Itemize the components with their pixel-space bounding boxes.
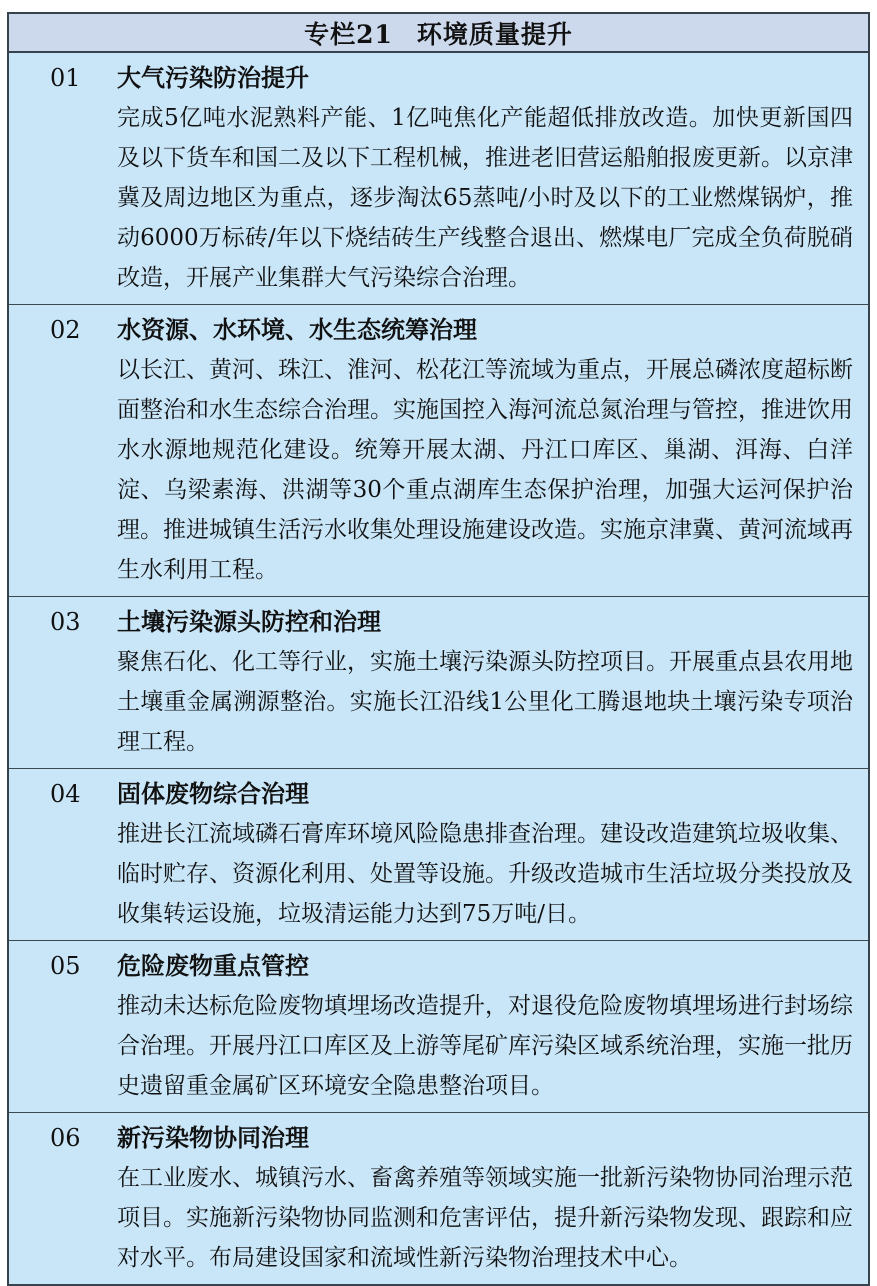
section-number: 01 bbox=[50, 64, 81, 92]
section-body: 以长江、黄河、珠江、淮河、松花江等流域为重点，开展总磷浓度超标断面整治和水生态综合治理。实施国控入海河流总氮治理与管控，推进饮用水水源地规范化建设。统筹开展太湖、丹江口库区、巢湖、洱海、白洋淀、乌梁素海、洪湖等30个重点湖库生态保护治理，加强大运河保护治理。推进城镇生活污水收集处理设施建设改造。实施京津冀、黄河流域再生水利用工程。 bbox=[117, 357, 853, 583]
section-02-water bbox=[9, 305, 868, 597]
section-heading: 水资源、水环境、水生态统筹治理 bbox=[117, 315, 477, 344]
section-number: 02 bbox=[50, 316, 81, 344]
section-heading: 危险废物重点管控 bbox=[117, 951, 309, 980]
panel-title-text: 环境质量提升 bbox=[416, 19, 573, 49]
panel-title bbox=[304, 15, 573, 51]
panel-title-label: 专栏21 bbox=[304, 19, 393, 49]
section-01-air-pollution bbox=[9, 53, 868, 305]
section-number: 05 bbox=[50, 952, 81, 980]
section-body: 完成5亿吨水泥熟料产能、1亿吨焦化产能超低排放改造。加快更新国四及以下货车和国二及以下工程机械，推进老旧营运船舶报废更新。以京津冀及周边地区为重点，逐步淘汰65蒸吨/小时及以下的工业燃煤锅炉，推动6000万标砖/年以下烧结砖生产线整合退出、燃煤电厂完成全负荷脱硝改造，开展产业集群大气污染综合治理。 bbox=[117, 105, 853, 291]
section-body: 推进长江流域磷石膏库环境风险隐患排查治理。建设改造建筑垃圾收集、临时贮存、资源化利用、处置等设施。升级改造城市生活垃圾分类投放及收集转运设施，垃圾清运能力达到75万吨/日。 bbox=[117, 821, 853, 927]
section-heading: 新污染物协同治理 bbox=[117, 1123, 309, 1152]
section-04-solid-waste bbox=[9, 769, 868, 941]
section-06-new-pollutants bbox=[9, 1113, 868, 1284]
section-body: 聚焦石化、化工等行业，实施土壤污染源头防控项目。开展重点县农用地土壤重金属溯源整治。实施长江沿线1公里化工腾退地块土壤污染专项治理工程。 bbox=[117, 649, 853, 755]
section-number: 06 bbox=[50, 1124, 81, 1152]
section-05-hazardous-waste bbox=[9, 941, 868, 1113]
section-heading: 固体废物综合治理 bbox=[117, 779, 309, 808]
section-heading: 大气污染防治提升 bbox=[117, 63, 309, 92]
section-number: 03 bbox=[50, 608, 81, 636]
section-body: 在工业废水、城镇污水、畜禽养殖等领域实施一批新污染物协同治理示范项目。实施新污染物协同监测和危害评估，提升新污染物发现、跟踪和应对水平。布局建设国家和流域性新污染物治理技术中心。 bbox=[117, 1165, 853, 1271]
section-body: 推动未达标危险废物填埋场改造提升，对退役危险废物填埋场进行封场综合治理。开展丹江口库区及上游等尾矿库污染区域系统治理，实施一批历史遗留重金属矿区环境安全隐患整治项目。 bbox=[117, 993, 853, 1099]
section-03-soil bbox=[9, 597, 868, 769]
panel-header bbox=[9, 14, 868, 53]
box-21-panel bbox=[7, 12, 870, 1286]
section-heading: 土壤污染源头防控和治理 bbox=[117, 607, 381, 636]
section-number: 04 bbox=[50, 780, 81, 808]
